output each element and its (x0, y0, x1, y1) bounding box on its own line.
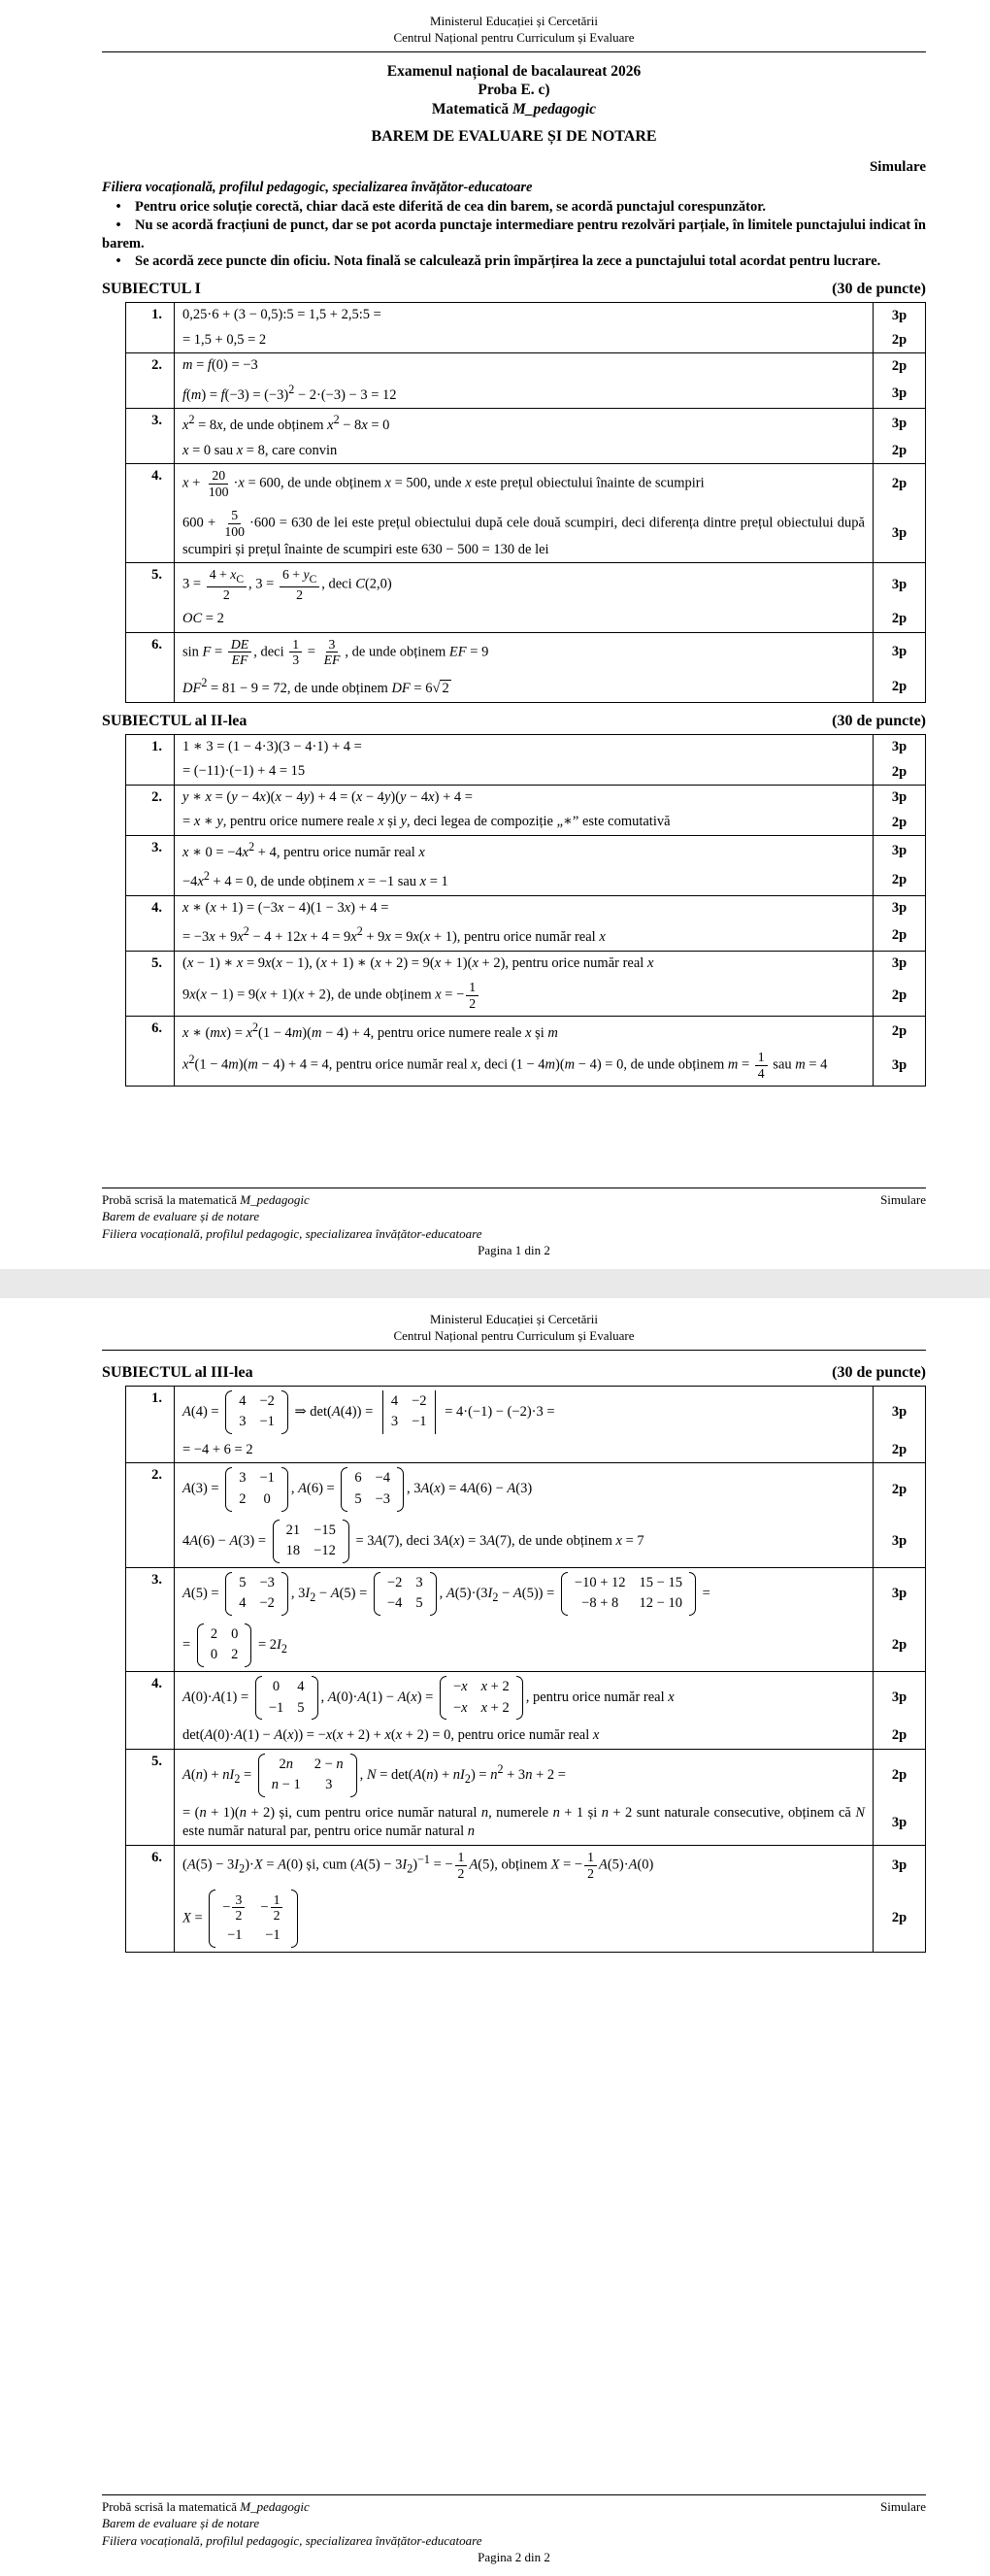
table-row (126, 1620, 926, 1672)
table-row (126, 409, 926, 439)
table-row (126, 1386, 926, 1438)
header-rule (102, 51, 926, 52)
solution-step: x + $\frac{20}{100}$ ·x = 600, de unde obținem x = 500, unde x este prețul obiectului înainte de scumpiri (175, 464, 874, 504)
solution-step: y ∗ x = (y − 4x)(x − 4y) + 4 = (x − 4y)(y − 4x) + 4 = (175, 785, 874, 810)
points-value: 2p (874, 759, 926, 785)
ministry-line: Ministerul Educației și Cercetării (430, 1312, 598, 1326)
table-row (126, 810, 926, 835)
exercise-number: 2. (126, 1463, 175, 1567)
points-value: 2p (874, 976, 926, 1016)
table-row (126, 951, 926, 976)
table-row (126, 865, 926, 895)
points-value: 2p (874, 672, 926, 702)
footer-proba (102, 1191, 310, 1209)
table-row (126, 1567, 926, 1620)
table-row (126, 439, 926, 464)
solution-step: $A(n) + nI_2$ = 2n 2 − n n − 1 3 , $N = \det(A(n) + nI_2) = n^2 + 3n + 2$ = (175, 1749, 874, 1801)
solution-step: = (n + 1)(n + 2) și, cum pentru orice număr natural n, numerele n + 1 și n + 2 sunt naturale consecutive, obținem că N este număr natural par, pentru orice număr natural n (182, 1804, 865, 1840)
table-row (126, 1801, 926, 1846)
points-value: 3p (874, 1046, 926, 1086)
points-value: 3p (874, 632, 926, 672)
solution-step: $x^2 = 8x$, de unde obținem $x^2 - 8x = 0$ (175, 409, 874, 439)
exercise-number: 4. (126, 895, 175, 951)
exercise-number: 1. (126, 1386, 175, 1463)
table-row (126, 632, 926, 672)
footer-line-1 (102, 2498, 926, 2516)
table-row (126, 1046, 926, 1086)
page-separator (0, 1269, 990, 1298)
table-row (126, 1671, 926, 1723)
table-row (126, 1016, 926, 1046)
points-value: 2p (874, 607, 926, 632)
points-value: 2p (874, 1620, 926, 1672)
materia-prefix: Matematică (431, 100, 512, 117)
ministry-line: Ministerul Educației și Cercetării (430, 14, 598, 28)
solution-step: 9x(x − 1) = 9(x + 1)(x + 2), de unde obținem x = − $\frac{1}{2}$ (175, 976, 874, 1016)
filiera-line: Filiera vocațională, profilul pedagogic, specializarea învățător-educatoare (102, 179, 533, 195)
section-title: SUBIECTUL al II-lea (102, 712, 248, 729)
section-head-2 (102, 713, 926, 730)
table-row (126, 379, 926, 409)
points-value: 3p (874, 1671, 926, 1723)
exercise-number: 1. (126, 734, 175, 785)
exercise-number: 5. (126, 563, 175, 632)
table-row (126, 328, 926, 353)
exercise-number: 3. (126, 409, 175, 464)
solution-step: $x^2(1 - 4m)(m - 4) + 4 = 4$, pentru orice număr real x, deci (1 − 4m)(m − 4) = 0, de unde obținem m = $\frac{1}{4}$ sau m = 4 (182, 1050, 828, 1082)
points-value: 2p (874, 920, 926, 951)
solution-step: $(A(5) - 3I_2)\cdot X = A(0)$ și, cum $(A(5) - 3I_2)^{-1}$ = − $\frac{1}{2}$ A(5), obținem X = − $\frac{1}{2}$ A(5)·A(0) (175, 1845, 874, 1885)
page-footer (102, 1188, 926, 1259)
exercise-number: 3. (126, 835, 175, 895)
solution-step: sin F = $\frac{DE}{EF}$ , deci $\frac{1}{3}$ = $\frac{3}{EF}$ , de unde obținem EF = 9 (175, 632, 874, 672)
exercise-number: 6. (126, 1016, 175, 1086)
points-value: 2p (874, 1749, 926, 1801)
points-value: 2p (874, 439, 926, 464)
instruction-item: • Nu se acordă fracțiuni de punct, dar se pot acorda punctaje intermediare pentru rezolvări parțiale, în limitele punctajului indicat în barem. (102, 217, 926, 251)
table-row (126, 1438, 926, 1463)
solution-step: det(A(0)·A(1) − A(x)) = −x(x + 2) + x(x + 2) = 0, pentru orice număr real x (182, 1727, 600, 1744)
points-value: 3p (874, 785, 926, 810)
barem-title: BAREM DE EVALUARE ȘI DE NOTARE (371, 127, 657, 145)
solution-step: 600 + $\frac{5}{100}$ ·600 = 630 de lei este prețul obiectului după cele două scumpiri, deci diferența dintre prețul obiectului după scumpiri și prețul înainte de scumpiri este 630 − 500 = 130 de lei (182, 508, 865, 557)
center-line: Centrul Național pentru Curriculum și Evaluare (393, 29, 635, 45)
solution-step: = $-3x + 9x^2 - 4 + 12x + 4 = 9x^2 + 9x = 9x(x + 1)$, pentru orice număr real x (182, 924, 606, 946)
solution-step: $DF^2 = 81 - 9 = 72$, de unde obținem DF = 6√ 2 (182, 676, 449, 697)
table-row (126, 734, 926, 759)
points-value: 2p (874, 353, 926, 379)
table-row (126, 1516, 926, 1568)
instruction-item: • Se acordă zece puncte din oficiu. Nota finală se calculează prin împărțirea la zece a punctajului total acordat pentru lucrare. (102, 252, 926, 271)
points-value: 2p (874, 865, 926, 895)
points-value: 2p (874, 464, 926, 504)
points-value: 3p (874, 409, 926, 439)
footer-barem: Barem de evaluare și de notare (102, 1209, 260, 1224)
points-value: 2p (874, 328, 926, 353)
section-points: (30 de puncte) (832, 712, 926, 729)
footer-proba-prefix: Probă scrisă la matematică (102, 2498, 241, 2514)
solution-step: A(5) = 5 −3 4 −2 , $3I_2 - A(5)$ = −2 3 −4 5 , $A(5)\cdot(3I_2 - A(5))$ = −10 + 12 15 − 15 −8 + 8 12 − 10 = (175, 1567, 874, 1620)
table-row (126, 303, 926, 328)
exercise-number: 2. (126, 785, 175, 835)
points-value: 2p (874, 1016, 926, 1046)
ministry-header (102, 14, 926, 47)
exercise-number: 6. (126, 1845, 175, 1952)
footer-proba (102, 2498, 310, 2516)
points-value: 2p (874, 810, 926, 835)
table-row (126, 353, 926, 379)
solution-step: x ∗ $0 = -4x^2 + 4$, pentru orice număr real x (175, 835, 874, 865)
solution-step: X = − $\frac{3}{2}$ − $\frac{1}{2}$ −1 −1 (175, 1886, 874, 1953)
points-value: 3p (874, 1516, 926, 1568)
ministry-header (102, 1312, 926, 1345)
bullet-icon: • (116, 217, 121, 233)
exercise-number: 4. (126, 464, 175, 563)
solution-step: = (−11)·(−1) + 4 = 15 (182, 763, 306, 780)
solution-step: A(4) = 4 −2 3 −1 ⇒ det(A(4)) = 4 −2 3 −1 = 4·(−1) − (−2)·3 = (175, 1386, 874, 1438)
center-line: Centrul Național pentru Curriculum și Evaluare (393, 1327, 635, 1343)
page-1 (0, 0, 990, 1269)
header-rule (102, 1350, 926, 1351)
section-points: (30 de puncte) (832, 281, 926, 298)
points-value: 3p (874, 1845, 926, 1885)
exam-title: Examenul național de bacalaureat 2026 (386, 62, 642, 80)
solution-step: = −4 + 6 = 2 (182, 1441, 253, 1457)
exercise-number: 2. (126, 353, 175, 409)
table-row (126, 1886, 926, 1953)
footer-filiera: Filiera vocațională, profilul pedagogic, specializarea învățător-educatoare (102, 2532, 482, 2548)
table-row (126, 464, 926, 504)
proba-title: Proba E. c) (478, 82, 550, 99)
solution-step: OC = 2 (182, 611, 224, 627)
points-value: 2p (874, 1723, 926, 1749)
solution-step: 3 = $\frac{4 + x_C}{2}$ , 3 = $\frac{6 + y_C}{2}$ , deci C(2,0) (175, 563, 874, 607)
table-row (126, 607, 926, 632)
table-row (126, 504, 926, 563)
solution-step: x ∗ $(mx) = x^2(1 - 4m)(m - 4) + 4$, pentru orice numere reale x și m (175, 1016, 874, 1046)
section-title: SUBIECTUL I (102, 281, 201, 298)
solution-step: m = f(0) = −3 (175, 353, 874, 379)
footer-filiera: Filiera vocațională, profilul pedagogic, specializarea învățător-educatoare (102, 1225, 482, 1241)
points-value: 2p (874, 1463, 926, 1516)
solution-step: x = 0 sau x = 8, care convin (182, 442, 338, 458)
barem-table-subject-1 (125, 302, 926, 702)
section-head-3 (102, 1364, 926, 1382)
points-value: 3p (874, 1801, 926, 1846)
title-block (102, 62, 926, 118)
table-row (126, 1463, 926, 1516)
footer-proba-prefix: Probă scrisă la matematică (102, 1191, 241, 1207)
points-value: 3p (874, 504, 926, 563)
page-2 (0, 1298, 990, 2576)
footer-simulare: Simulare (880, 1191, 926, 1207)
footer-proba-italic: M_pedagogic (240, 2498, 310, 2514)
exercise-number: 5. (126, 951, 175, 1016)
points-value: 3p (874, 379, 926, 409)
solution-step: A(0)·A(1) = 0 4 −1 5 , A(0)·A(1) − A(x) = −x x + 2 −x x + 2 , pentru orice număr real x (175, 1671, 874, 1723)
solution-step: x ∗ (x + 1) = (−3x − 4)(1 − 3x) + 4 = (175, 895, 874, 920)
materia-title (102, 100, 926, 118)
barem-table-subject-3 (125, 1386, 926, 1953)
exercise-number: 4. (126, 1671, 175, 1749)
solution-step: A(3) = 3 −1 2 0 , A(6) = 6 −4 5 −3 , 3A(x) = 4A(6) − A(3) (175, 1463, 874, 1516)
footer-page-number: Pagina 2 din 2 (478, 2550, 550, 2565)
instruction-item: • Pentru orice soluție corectă, chiar dacă este diferită de cea din barem, se acordă punctajul corespunzător. (102, 198, 926, 217)
footer-rule (102, 2494, 926, 2495)
solution-step: (x − 1) ∗ x = 9x(x − 1), (x + 1) ∗ (x + 2) = 9(x + 1)(x + 2), pentru orice număr real x (175, 951, 874, 976)
section-head-1 (102, 281, 926, 298)
simulare-label: Simulare (869, 158, 926, 175)
bullet-icon: • (116, 198, 121, 215)
section-points: (30 de puncte) (832, 1363, 926, 1381)
footer-line-1 (102, 1191, 926, 1209)
points-value: 2p (874, 1438, 926, 1463)
solution-step: 4A(6) − A(3) = 21 −15 18 −12 = 3A(7), deci 3A(x) = 3A(7), de unde obținem x = 7 (175, 1516, 874, 1568)
footer-barem: Barem de evaluare și de notare (102, 2516, 260, 2531)
instructions-list (102, 198, 926, 271)
table-row (126, 835, 926, 865)
footer-proba-italic: M_pedagogic (240, 1191, 310, 1207)
points-value: 3p (874, 1567, 926, 1620)
points-value: 3p (874, 734, 926, 759)
table-row (126, 920, 926, 951)
table-row (126, 1749, 926, 1801)
bullet-icon: • (116, 253, 121, 270)
table-row (126, 895, 926, 920)
solution-step: $-4x^2 + 4 = 0$, de unde obținem x = −1 sau x = 1 (182, 869, 448, 890)
points-value: 3p (874, 951, 926, 976)
exercise-number: 1. (126, 303, 175, 353)
points-value: 3p (874, 835, 926, 865)
page-footer (102, 2494, 926, 2566)
exercise-number: 5. (126, 1749, 175, 1845)
solution-step: = 2 0 0 2 = $2I_2$ (175, 1620, 874, 1672)
table-row (126, 672, 926, 702)
table-row (126, 563, 926, 607)
points-value: 3p (874, 303, 926, 328)
footer-page-number: Pagina 1 din 2 (478, 1243, 550, 1258)
table-row (126, 785, 926, 810)
exercise-number: 3. (126, 1567, 175, 1671)
footer-simulare: Simulare (880, 2498, 926, 2514)
solution-step: = x ∗ y, pentru orice numere reale x și y, deci legea de compoziție „∗” este comutativă (182, 814, 671, 830)
points-value: 2p (874, 1886, 926, 1953)
points-value: 3p (874, 563, 926, 607)
solution-step: $f(m) = f(-3) = (-3)^2 - 2\cdot(-3) - 3 = 12$ (182, 382, 397, 403)
table-row (126, 976, 926, 1016)
table-row (126, 1723, 926, 1749)
solution-step: = 1,5 + 0,5 = 2 (182, 331, 267, 348)
exercise-number: 6. (126, 632, 175, 702)
barem-table-subject-2 (125, 734, 926, 1087)
table-row (126, 759, 926, 785)
points-value: 3p (874, 1386, 926, 1438)
solution-step: 0,25·6 + (3 − 0,5):5 = 1,5 + 2,5:5 = (182, 307, 381, 323)
section-title: SUBIECTUL al III-lea (102, 1363, 253, 1381)
table-row (126, 1845, 926, 1885)
solution-step: 1 ∗ 3 = (1 − 4·3)(3 − 4·1) + 4 = (182, 738, 362, 754)
points-value: 3p (874, 895, 926, 920)
materia-italic: M_pedagogic (512, 100, 597, 117)
